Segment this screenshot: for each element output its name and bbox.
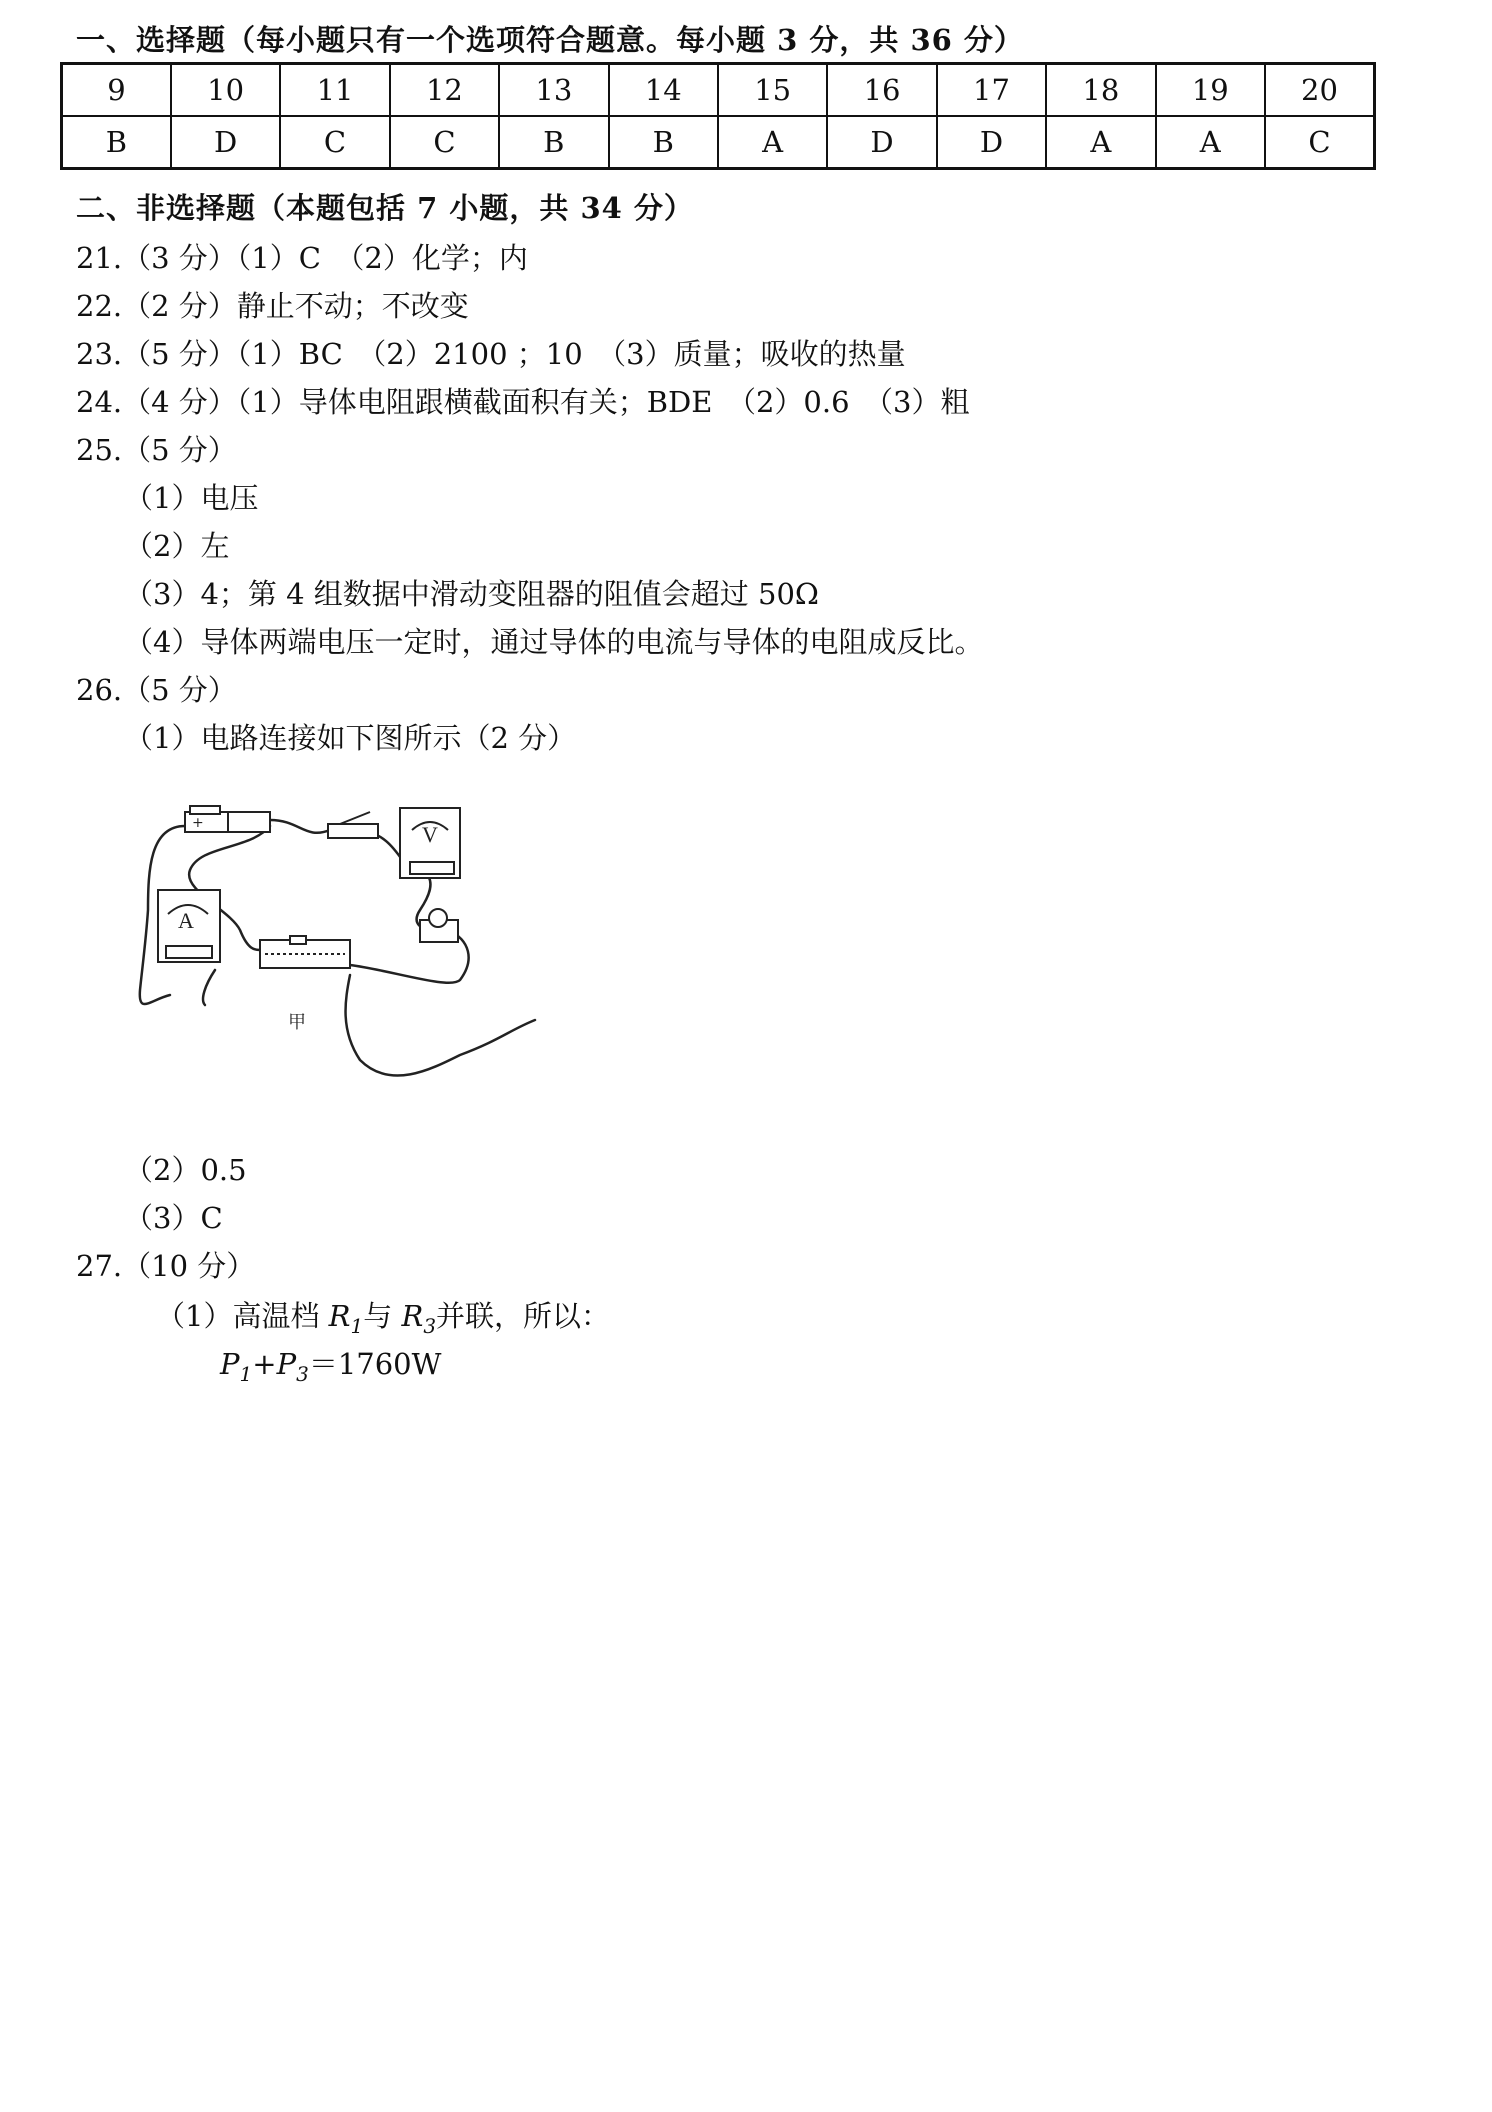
answer-27-title: 27.（10 分） <box>76 1249 256 1283</box>
question-number: 19 <box>1156 64 1265 117</box>
answer-25-part4: （4）导体两端电压一定时，通过导体的电流与导体的电阻成反比。 <box>124 625 984 659</box>
answer-cell: B <box>62 116 171 169</box>
answer-cell: D <box>827 116 936 169</box>
question-number: 9 <box>62 64 171 117</box>
answer-26-part3: （3）C <box>124 1201 223 1235</box>
rheostat <box>260 936 350 968</box>
r3-symbol: $R_3$ <box>401 1299 437 1338</box>
answer-cell: A <box>718 116 827 169</box>
question-number: 18 <box>1046 64 1155 117</box>
section1-heading: 一、选择题（每小题只有一个选项符合题意。每小题 3 分，共 36 分） <box>76 23 1024 57</box>
answer-21: 21.（3 分）（1）C （2）化学；内 <box>76 241 528 275</box>
wire <box>346 975 535 1076</box>
question-number-row <box>62 64 1375 117</box>
voltmeter-label: V <box>422 822 438 847</box>
question-number: 20 <box>1265 64 1375 117</box>
question-number: 10 <box>171 64 280 117</box>
answer-27-suffix: 并联，所以： <box>436 1299 611 1333</box>
answer-23: 23.（5 分）（1）BC （2）2100 ；10 （3）质量；吸收的热量 <box>76 337 906 371</box>
wire <box>203 970 215 1005</box>
ammeter-label: A <box>178 908 194 933</box>
answer-25-part1: （1）电压 <box>124 481 259 515</box>
answer-cell: A <box>1156 116 1265 169</box>
question-number: 14 <box>609 64 718 117</box>
question-number: 11 <box>280 64 389 117</box>
answer-cell: C <box>390 116 499 169</box>
answer-cell: C <box>1265 116 1375 169</box>
answer-26-part2: （2）0.5 <box>124 1153 247 1187</box>
answer-cell: D <box>171 116 280 169</box>
question-number: 13 <box>499 64 608 117</box>
answer-27-formula: $P_1+P_3=1760W$ <box>220 1347 442 1386</box>
answer-cell: B <box>609 116 718 169</box>
voltmeter <box>400 808 460 878</box>
answer-26-title: 26.（5 分） <box>76 673 237 707</box>
switch <box>328 812 378 838</box>
battery <box>185 806 270 832</box>
r1-symbol: $R_1$ <box>328 1299 364 1338</box>
answer-row <box>62 116 1375 169</box>
p3-symbol: $P_3$ <box>276 1347 309 1386</box>
formula-value: ＝1760W <box>308 1347 442 1381</box>
answer-27-prefix: （1）高温档 <box>156 1299 329 1333</box>
circuit-diagram <box>130 790 560 1100</box>
answer-22: 22.（2 分）静止不动；不改变 <box>76 289 469 323</box>
question-number: 17 <box>937 64 1046 117</box>
figure-label: 甲 <box>288 1012 306 1033</box>
section2-heading: 二、非选择题（本题包括 7 小题，共 34 分） <box>76 191 694 225</box>
question-number: 16 <box>827 64 936 117</box>
answer-25-part2: （2）左 <box>124 529 230 563</box>
answer-25-part3: （3）4；第 4 组数据中滑动变阻器的阻值会超过 50Ω <box>124 577 819 611</box>
lamp <box>420 909 458 942</box>
answer-26-part1: （1）电路连接如下图所示（2 分） <box>124 721 577 755</box>
answer-cell: C <box>280 116 389 169</box>
answer-25-title: 25.（5 分） <box>76 433 237 467</box>
answer-27-mid: 与 <box>363 1299 402 1333</box>
answer-table <box>60 62 1376 170</box>
p1-symbol: $P_1$ <box>220 1347 253 1386</box>
answer-27-part1 <box>156 1294 610 1338</box>
question-number: 15 <box>718 64 827 117</box>
ammeter <box>158 890 220 962</box>
question-number: 12 <box>390 64 499 117</box>
answer-cell: B <box>499 116 608 169</box>
answer-cell: A <box>1046 116 1155 169</box>
answer-24: 24.（4 分）（1）导体电阻跟横截面积有关；BDE （2）0.6 （3）粗 <box>76 385 970 419</box>
svg-text:+: + <box>192 815 204 831</box>
answer-cell: D <box>937 116 1046 169</box>
